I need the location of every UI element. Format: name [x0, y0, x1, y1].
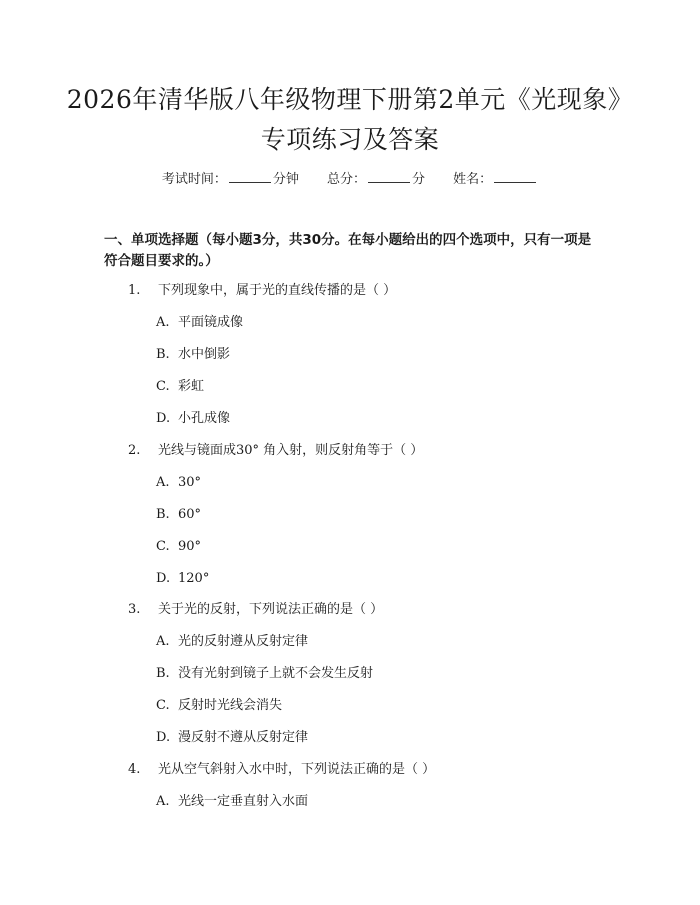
option-letter: B.: [156, 666, 170, 681]
option-letter: C.: [156, 698, 170, 713]
option-text: 漫反射不遵从反射定律: [178, 730, 309, 745]
exam-info-line: [0, 170, 700, 190]
option-text: 彩虹: [178, 379, 205, 394]
total-score-blank: [368, 170, 410, 183]
section-header: 一、单项选择题（每小题3分，共30分。在每小题给出的四个选项中，只有一项是符合题目要求的。）: [104, 232, 592, 269]
total-score-field: [327, 172, 425, 187]
option-text: 光的反射遵从反射定律: [178, 634, 309, 649]
question-1: [128, 282, 396, 300]
question-number: 3.: [128, 602, 141, 617]
option-letter: D.: [156, 411, 171, 426]
student-name-field: [453, 172, 538, 187]
exam-time-field: [162, 172, 299, 187]
question-4: [128, 761, 435, 779]
option-letter: B.: [156, 347, 170, 362]
question-2: [128, 442, 423, 460]
exam-time-unit: 分钟: [272, 172, 299, 187]
exam-time-blank: [229, 170, 271, 183]
option-2c: [156, 538, 201, 556]
question-3: [128, 601, 383, 619]
option-1d: [156, 410, 230, 428]
total-score-label: 总分：: [326, 172, 366, 187]
question-text: 关于光的反射，下列说法正确的是（ ）: [158, 602, 384, 617]
document-title: 2026年清华版八年级物理下册第2单元《光现象》专项练习及答案: [66, 85, 634, 154]
option-text: 120°: [178, 571, 210, 586]
option-letter: A.: [156, 315, 170, 330]
option-letter: C.: [156, 539, 170, 554]
student-name-label: 姓名：: [453, 172, 493, 187]
option-text: 没有光射到镜子上就不会发生反射: [178, 666, 374, 681]
option-letter: B.: [156, 507, 170, 522]
option-2d: [156, 570, 209, 588]
option-2a: [156, 474, 201, 492]
option-text: 反射时光线会消失: [178, 698, 283, 713]
option-text: 90°: [178, 539, 202, 554]
option-3b: [156, 665, 373, 683]
option-2b: [156, 506, 201, 524]
option-3d: [156, 729, 308, 747]
question-text: 光线与镜面成30° 角入射，则反射角等于（ ）: [158, 443, 424, 458]
total-score-unit: 分: [412, 172, 426, 187]
option-letter: A.: [156, 475, 170, 490]
option-text: 光线一定垂直射入水面: [178, 794, 309, 809]
option-1a: [156, 314, 243, 332]
option-letter: D.: [156, 571, 171, 586]
option-1c: [156, 378, 204, 396]
option-text: 30°: [178, 475, 202, 490]
option-1b: [156, 346, 230, 364]
exam-time-label: 考试时间：: [161, 172, 227, 187]
question-text: 下列现象中，属于光的直线传播的是（ ）: [158, 283, 397, 298]
option-text: 60°: [178, 507, 202, 522]
student-name-blank: [494, 170, 536, 183]
option-letter: D.: [156, 730, 171, 745]
option-3a: [156, 633, 308, 651]
option-text: 水中倒影: [178, 347, 231, 362]
option-text: 平面镜成像: [178, 315, 244, 330]
option-4a: [156, 793, 308, 811]
option-letter: C.: [156, 379, 170, 394]
question-number: 2.: [128, 443, 141, 458]
option-letter: A.: [156, 794, 170, 809]
option-text: 小孔成像: [178, 411, 231, 426]
option-3c: [156, 697, 282, 715]
question-number: 1.: [128, 283, 141, 298]
question-number: 4.: [128, 762, 141, 777]
option-letter: A.: [156, 634, 170, 649]
question-text: 光从空气斜射入水中时，下列说法正确的是（ ）: [158, 762, 436, 777]
